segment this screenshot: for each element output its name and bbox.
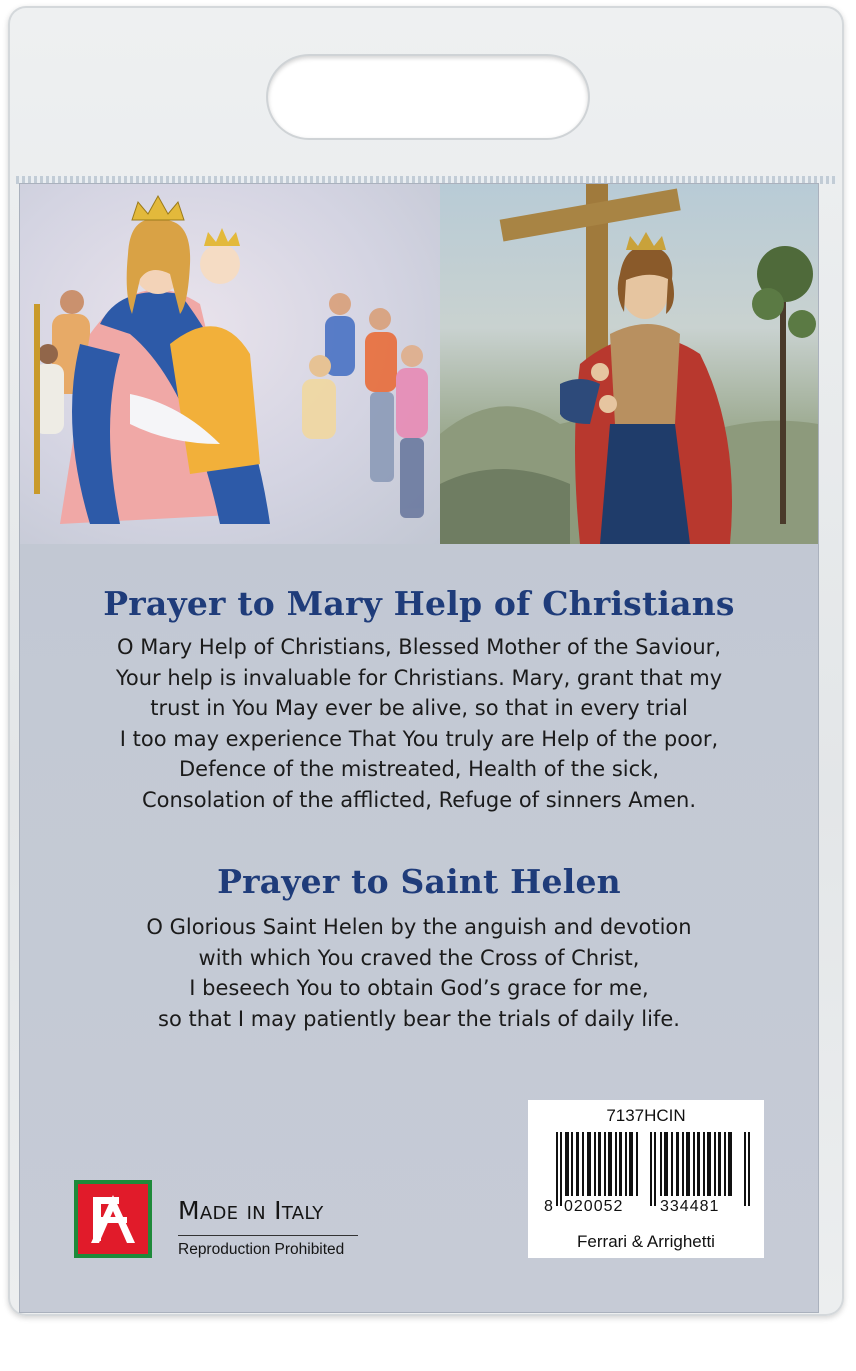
prayer-title-helen: Prayer to Saint Helen [217,862,621,901]
prayer-line: I too may experience That You truly are Help of the poor, [119,726,719,751]
prayer-line: O Glorious Saint Helen by the anguish and devotion [146,915,692,939]
made-in-italy: Made in Italy [178,1196,324,1225]
barcode-label [528,1100,764,1258]
holy-images [20,184,818,544]
manufacturer-name: Ferrari & Arrighetti [577,1232,715,1251]
fa-monogram-icon [83,1189,143,1249]
prayer-line: trust in You May ever be alive, so that in every trial [150,696,688,720]
product-code: 7137HCIN [606,1106,686,1125]
prayer-text-helen [20,912,818,1034]
prayer-line: I beseech You to obtain God’s grace for me, [189,976,649,1000]
hang-hole [268,56,588,138]
prayer-line: with which You craved the Cross of Christ, [198,945,640,970]
saint-helen-image [440,184,818,544]
backing-card [20,184,818,1312]
prayer-line: Consolation of the afflicted, Refuge of sinners Amen. [141,787,697,812]
reproduction-prohibited: Reproduction Prohibited [178,1241,345,1258]
ferrari-arrighetti-logo [74,1180,152,1258]
divider [178,1235,358,1236]
barcode-first-digit: 8 [544,1198,553,1215]
prayer-line: O Mary Help of Christians, Blessed Mother of the Saviour, [116,635,721,659]
prayer-line: Defence of the mistreated, Health of the sick, [178,757,660,781]
prayer-text-mary [20,632,818,815]
prayer-title-mary: Prayer to Mary Help of Christians [103,584,735,623]
prayer-line: Your help is invaluable for Christians. Mary, grant that my [115,665,723,690]
mary-help-of-christians-image [20,184,440,544]
prayer-line: so that I may patiently bear the trials of daily life. [158,1006,680,1031]
barcode-icon [556,1132,752,1206]
blister-seal [16,176,836,184]
barcode-right-group: 334481 [660,1198,720,1215]
barcode-left-group: 020052 [564,1198,624,1215]
